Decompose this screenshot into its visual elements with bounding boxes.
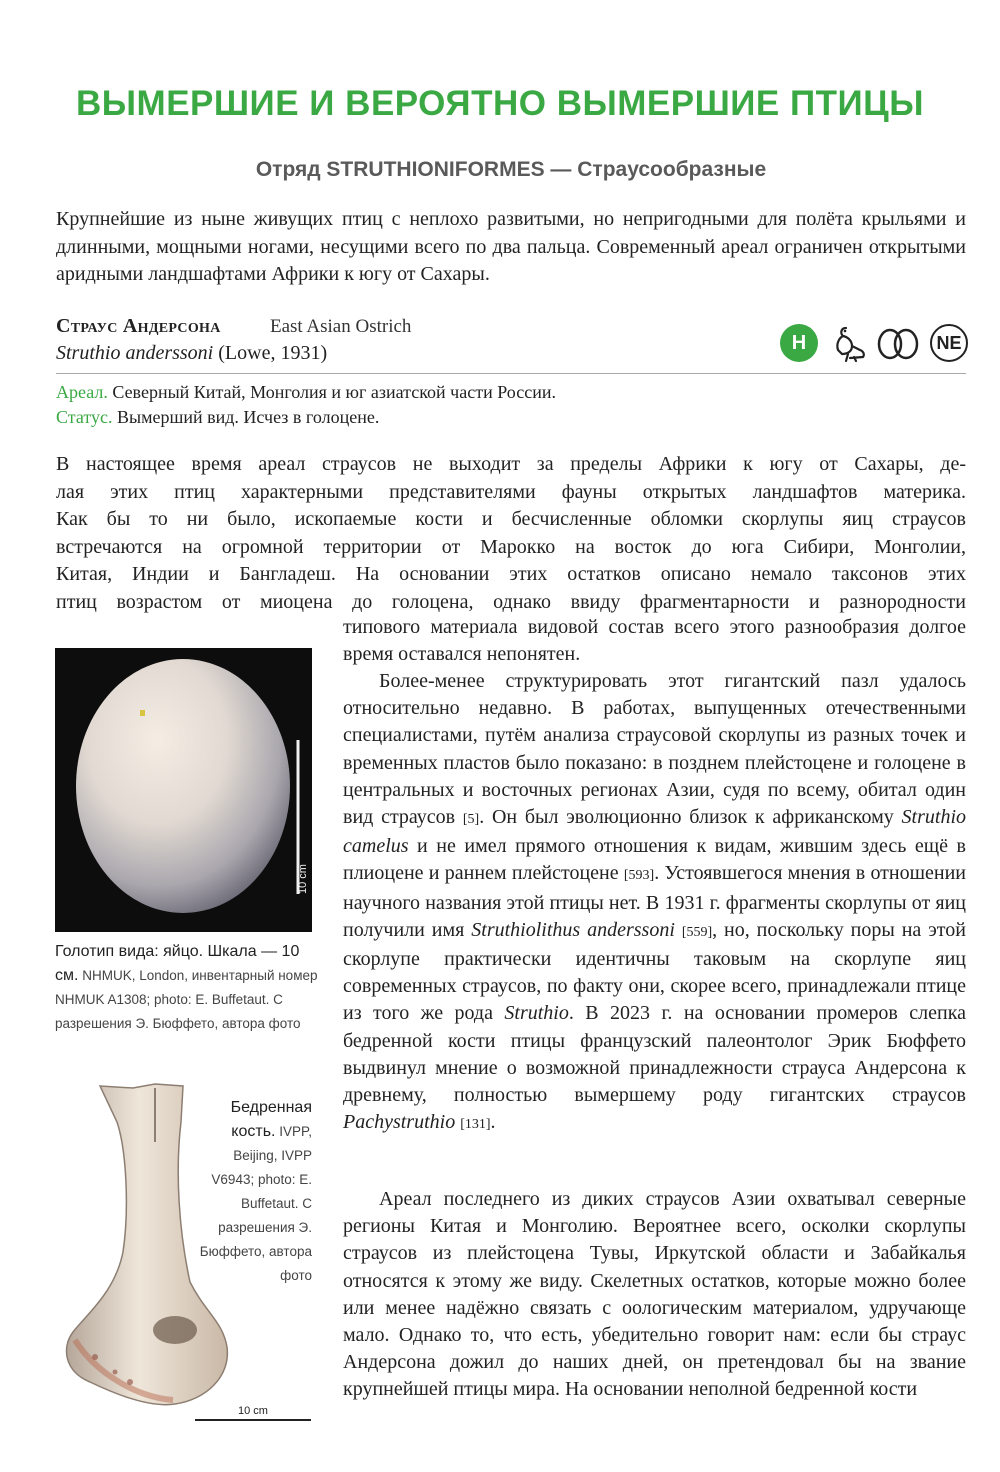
egg-caption (55, 940, 320, 1036)
para1-line: встречаются на огромной территории от Марокко на восток до юга Сибири, Монголии, (56, 535, 966, 558)
range-label: Ареал. (56, 382, 108, 402)
order-intro: Крупнейшие из ныне живущих птиц с неплохо развитыми, но непригодными для полёта крыльями и длинными, мощными ногами, несущими всего по два пальца. Современный ареал ограничен открытыми аридными ландшафтами Африки к югу от Сахары. (56, 208, 966, 285)
species-name-ru: Страус Андерсона (56, 315, 221, 337)
body-paragraph-3: Ареал последнего из диких страусов Азии охватывал северные регионы Китая и Монголию. Вероятнее всего, осколки скорлупы страусов из плейстоцена Тувы, Иркутской области и Забайкалья относятся к этому же виду. Скелетных остатков, которые можно более или менее надёжно связать с оологическим материалом, удручающе мало. Однако то, что есть, убедительно говорит нам: если бы страус Андерсона дожил до наших дней, он претендовал бы на звание крупнейшей птицы мира. На основании неполной бедренной кости (343, 1188, 966, 1401)
egg-scale-label: 10 cm (297, 864, 309, 894)
body-paragraph-2: Более-менее структурировать этот гигантский пазл удалось относительно недавно. В работах, выпущенных отечественными специалистами, путём анализа страусовой скорлупы из разных точек и временных пластов было показано: в позднем плейстоцене и голоцене в центральных и восточных регионах Азии, судя по всему, обитал один вид страусов [5]. Он был эволюционно близок к африканскому Struthio camelus и не имел прямого отношения к видам, жившим здесь ещё в плиоцене и раннем плейстоцене [593]. Устоявшегося мнения в отношении научного названия этой птицы нет. В 1931 г. фрагменты скорлупы от яиц получили имя Struthiolithus anderssoni [559], но, поскольку поры на этой скорлупе практически идентичны таковым на скорлупе яиц современных страусов, по факту они, скорее всего, принадлежали птице из того же рода Struthio. В 2023 г. на основании промеров слепка бедренной кости птицы французский палеонтолог Эрик Бюффето выдвинул мнение о возможной принадлежности страуса Андерсона к древнему, полностью вымершему роду гигантских страусов Pachystruthio [131]. (343, 670, 967, 1134)
citation: [5] (462, 812, 480, 828)
status-label: Статус. (56, 407, 113, 427)
egg-illustration (55, 648, 312, 932)
para1-line: птиц возрастом от миоцена до голоцена, однако ввиду фрагментарности и разнородности (56, 590, 966, 613)
status-text: Вымерший вид. Исчез в голоцене. (112, 407, 380, 427)
species-divider (56, 373, 966, 374)
bird-sketch-icon (828, 324, 868, 364)
bone-caption (190, 1096, 312, 1288)
species-status (56, 405, 966, 430)
two-eggs-icon (876, 326, 920, 362)
body-paragraph-1-end: типового материала видовой состав всего этого разнообразия долгое время оставался непонятен. (343, 616, 966, 666)
citation: [593] (623, 868, 655, 884)
para1-line: В настоящее время ареал страусов не выходит за пределы Африки к югу от Сахары, де- (56, 453, 966, 475)
h-badge-icon: H (780, 324, 818, 362)
species-latin-author: (Lowe, 1931) (213, 342, 328, 364)
para1-line: Китая, Индии и Бангладеш. На основании этих остатков описано немало таксонов этих (56, 563, 966, 585)
range-text: Северный Китай, Монголия и юг азиатской части России. (107, 382, 556, 402)
citation: [559] (681, 924, 713, 940)
para1-line: Как бы то ни было, ископаемые кости и бесчисленные обломки скорлупы яиц страусов (56, 508, 966, 530)
body-paragraph-1 (56, 451, 966, 616)
citation: [131] (460, 1117, 491, 1133)
species-latin (56, 342, 327, 365)
species-range (56, 380, 966, 405)
status-icons (780, 324, 970, 364)
page-heading: ВЫМЕРШИЕ И ВЕРОЯТНО ВЫМЕРШИЕ ПТИЦЫ (76, 84, 924, 123)
bone-caption-credit: IVPP, Beijing, IVPP V6943; photo: E. Buffetaut. С разрешения Э. Бюффето, автора фото (199, 1124, 312, 1283)
egg-caption-main: Голотип вида: яйцо. Шкала — 10 см. (55, 943, 300, 984)
para1-line: лая этих птиц характерными представителями фауны открытых ландшафтов материка. (56, 480, 966, 503)
bone-scale-label: 10 cm (238, 1405, 268, 1417)
ne-badge-icon: NE (930, 324, 968, 362)
species-latin-binomial: Struthio anderssoni (56, 342, 214, 364)
species-name-en: East Asian Ostrich (270, 316, 412, 337)
egg-caption-credit: NHMUK, London, инвентарный номер NHMUK A1308; photo: E. Buffetaut. С разрешения Э. Бюффето, автора фото (55, 968, 318, 1031)
bone-caption-main: Бедренная кость. (230, 1099, 312, 1140)
egg-photo (55, 648, 312, 932)
order-title: Отряд STRUTHIONIFORMES — Страусообразные (255, 158, 767, 181)
